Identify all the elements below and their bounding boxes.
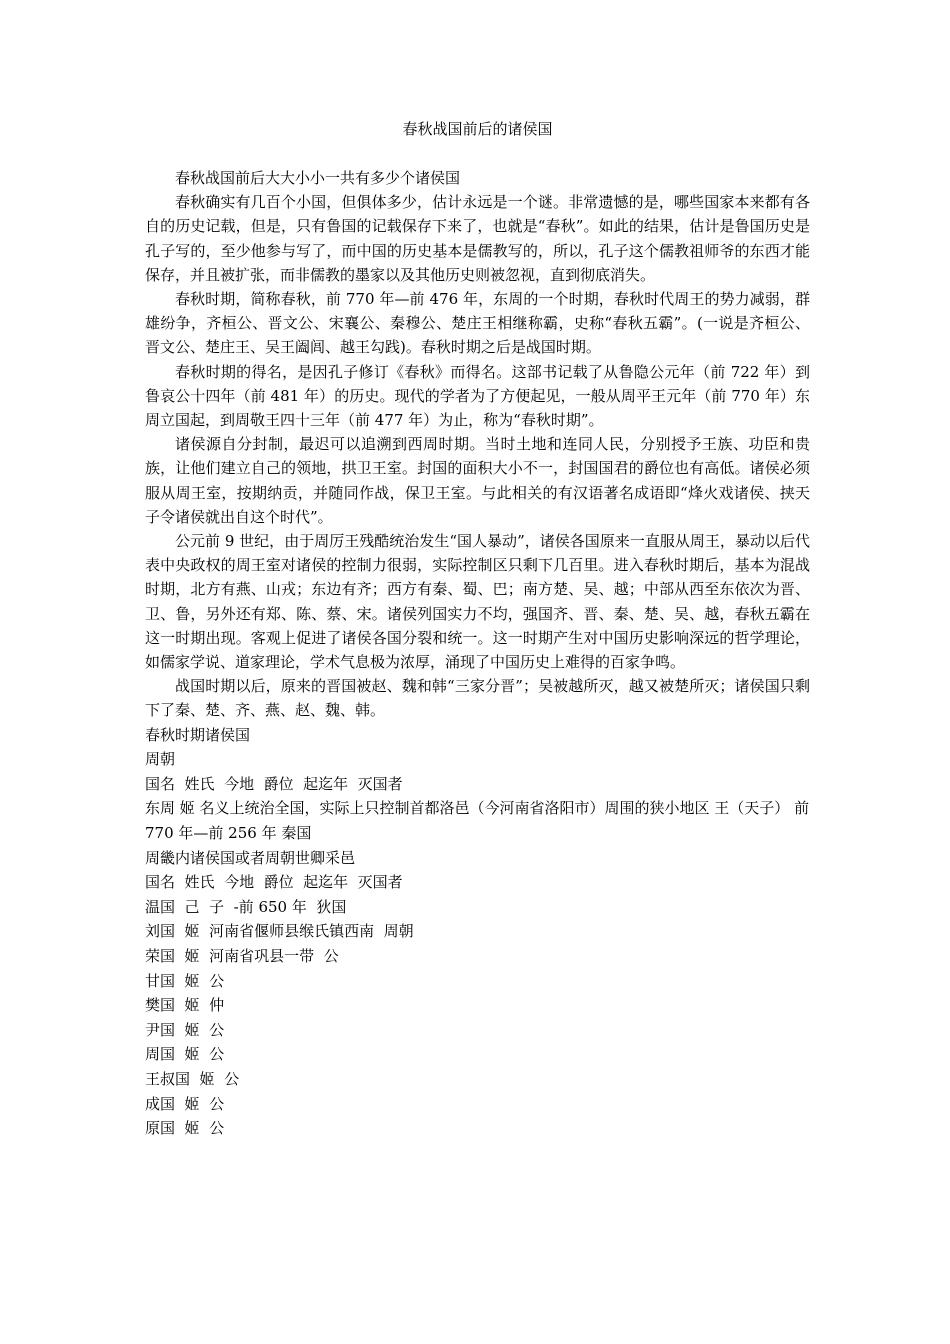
subsection-heading: 周朝 — [145, 750, 176, 769]
table-row: 温国 己 子 -前 650 年 狄国 — [145, 897, 347, 916]
document-title: 春秋战国前后的诸侯国 — [402, 120, 553, 138]
table-row: 周国 姬 公 — [145, 1045, 225, 1064]
table-row: 刘国 姬 河南省偃师县缑氏镇西南 周朝 — [145, 922, 414, 941]
table-row: 原国 姬 公 — [145, 1119, 225, 1138]
paragraph-heading: 春秋战国前后大大小小一共有多少个诸侯国 — [175, 169, 461, 187]
table-row: 成国 姬 公 — [145, 1094, 225, 1113]
paragraph: 春秋时期，简称春秋，前 770 年—前 476 年，东周的一个时期，春秋时代周王的势力减弱，群雄纷争，齐桓公、晋文公、宋襄公、秦穆公、楚庄王相继称霸，史称“春秋五霸”。(一说是齐桓公、晋文公、楚庄王、吴王阖闾、越王勾践)。春秋时期之后是战国时期。 — [145, 290, 810, 357]
table-row: 甘国 姬 公 — [145, 971, 225, 990]
paragraph: 春秋时期的得名，是因孔子修订《春秋》而得名。这部书记载了从鲁隐公元年（前 722 年）到鲁哀公十四年（前 481 年）的历史。现代的学者为了方便起见，一般从周平王元年（前 770 年）东周立国起，到周敬王四十三年（前 477 年）为止，称为“春秋时期”。 — [145, 362, 810, 430]
paragraph: 战国时期以后，原来的晋国被赵、魏和韩“三家分晋”；吴被越所灭，越又被楚所灭；诸侯国只剩下了秦、楚、齐、燕、赵、魏、韩。 — [145, 677, 810, 720]
table-row: 尹国 姬 公 — [145, 1020, 225, 1039]
paragraph: 春秋确实有几百个小国，但俱体多少，估计永远是一个谜。非常遗憾的是，哪些国家本来都有各自的历史记载，但是，只有鲁国的记载保存下来了，也就是“春秋”。如此的结果，估计是鲁国历史是孔子写的，至少他参与写了，而中国的历史基本是儒教写的，所以，孔子这个儒教祖师爷的东西才能保存，并且被扩张，而非儒教的墨家以及其他历史则被忽视，直到彻底消失。 — [145, 193, 810, 284]
table-row: 荣国 姬 河南省巩县一带 公 — [145, 947, 339, 966]
subsection-heading: 周畿内诸侯国或者周朝世卿采邑 — [145, 848, 356, 867]
table-header-row: 国名 姓氏 今地 爵位 起迄年 灭国者 — [145, 774, 403, 793]
table-row: 东周 姬 名义上统治全国，实际上只控制首都洛邑（今河南省洛阳市）周围的狭小地区 王（天子） 前 770 年—前 256 年 秦国 — [145, 799, 810, 843]
section-heading: 春秋时期诸侯国 — [145, 725, 251, 744]
table-row: 王叔国 姬 公 — [145, 1069, 240, 1088]
paragraph: 公元前 9 世纪，由于周厉王残酷统治发生“国人暴动”，诸侯各国原来一直服从周王，暴动以后代表中央政权的周王室对诸侯的控制力很弱，实际控制区只剩下几百里。进入春秋时期后，基本为混战时期，北方有燕、山戎；东边有齐；西方有秦、蜀、巴；南方楚、吴、越；中部从西至东依次为晋、卫、鲁，另外还有郑、陈、蔡、宋。诸侯列国实力不均，强国齐、晋、秦、楚、吴、越，春秋五霸在这一时期出现。客观上促进了诸侯各国分裂和统一。这一时期产生对中国历史影响深远的哲学理论，如儒家学说、道家理论，学术气息极为浓厚，涌现了中国历史上难得的百家争鸣。 — [145, 532, 810, 672]
table-header-row: 国名 姓氏 今地 爵位 起迄年 灭国者 — [145, 873, 403, 892]
table-row: 樊国 姬 仲 — [145, 996, 225, 1015]
document-body — [145, 166, 810, 1141]
paragraph: 诸侯源自分封制，最迟可以追溯到西周时期。当时土地和连同人民，分别授予王族、功臣和贵族，让他们建立自己的领地，拱卫王室。封国的面积大小不一，封国国君的爵位也有高低。诸侯必须服从周王室，按期纳贡，并随同作战，保卫王室。与此相关的有汉语著名成语即“烽火戏诸侯、挟天子令诸侯就出自这个时代”。 — [145, 435, 810, 526]
